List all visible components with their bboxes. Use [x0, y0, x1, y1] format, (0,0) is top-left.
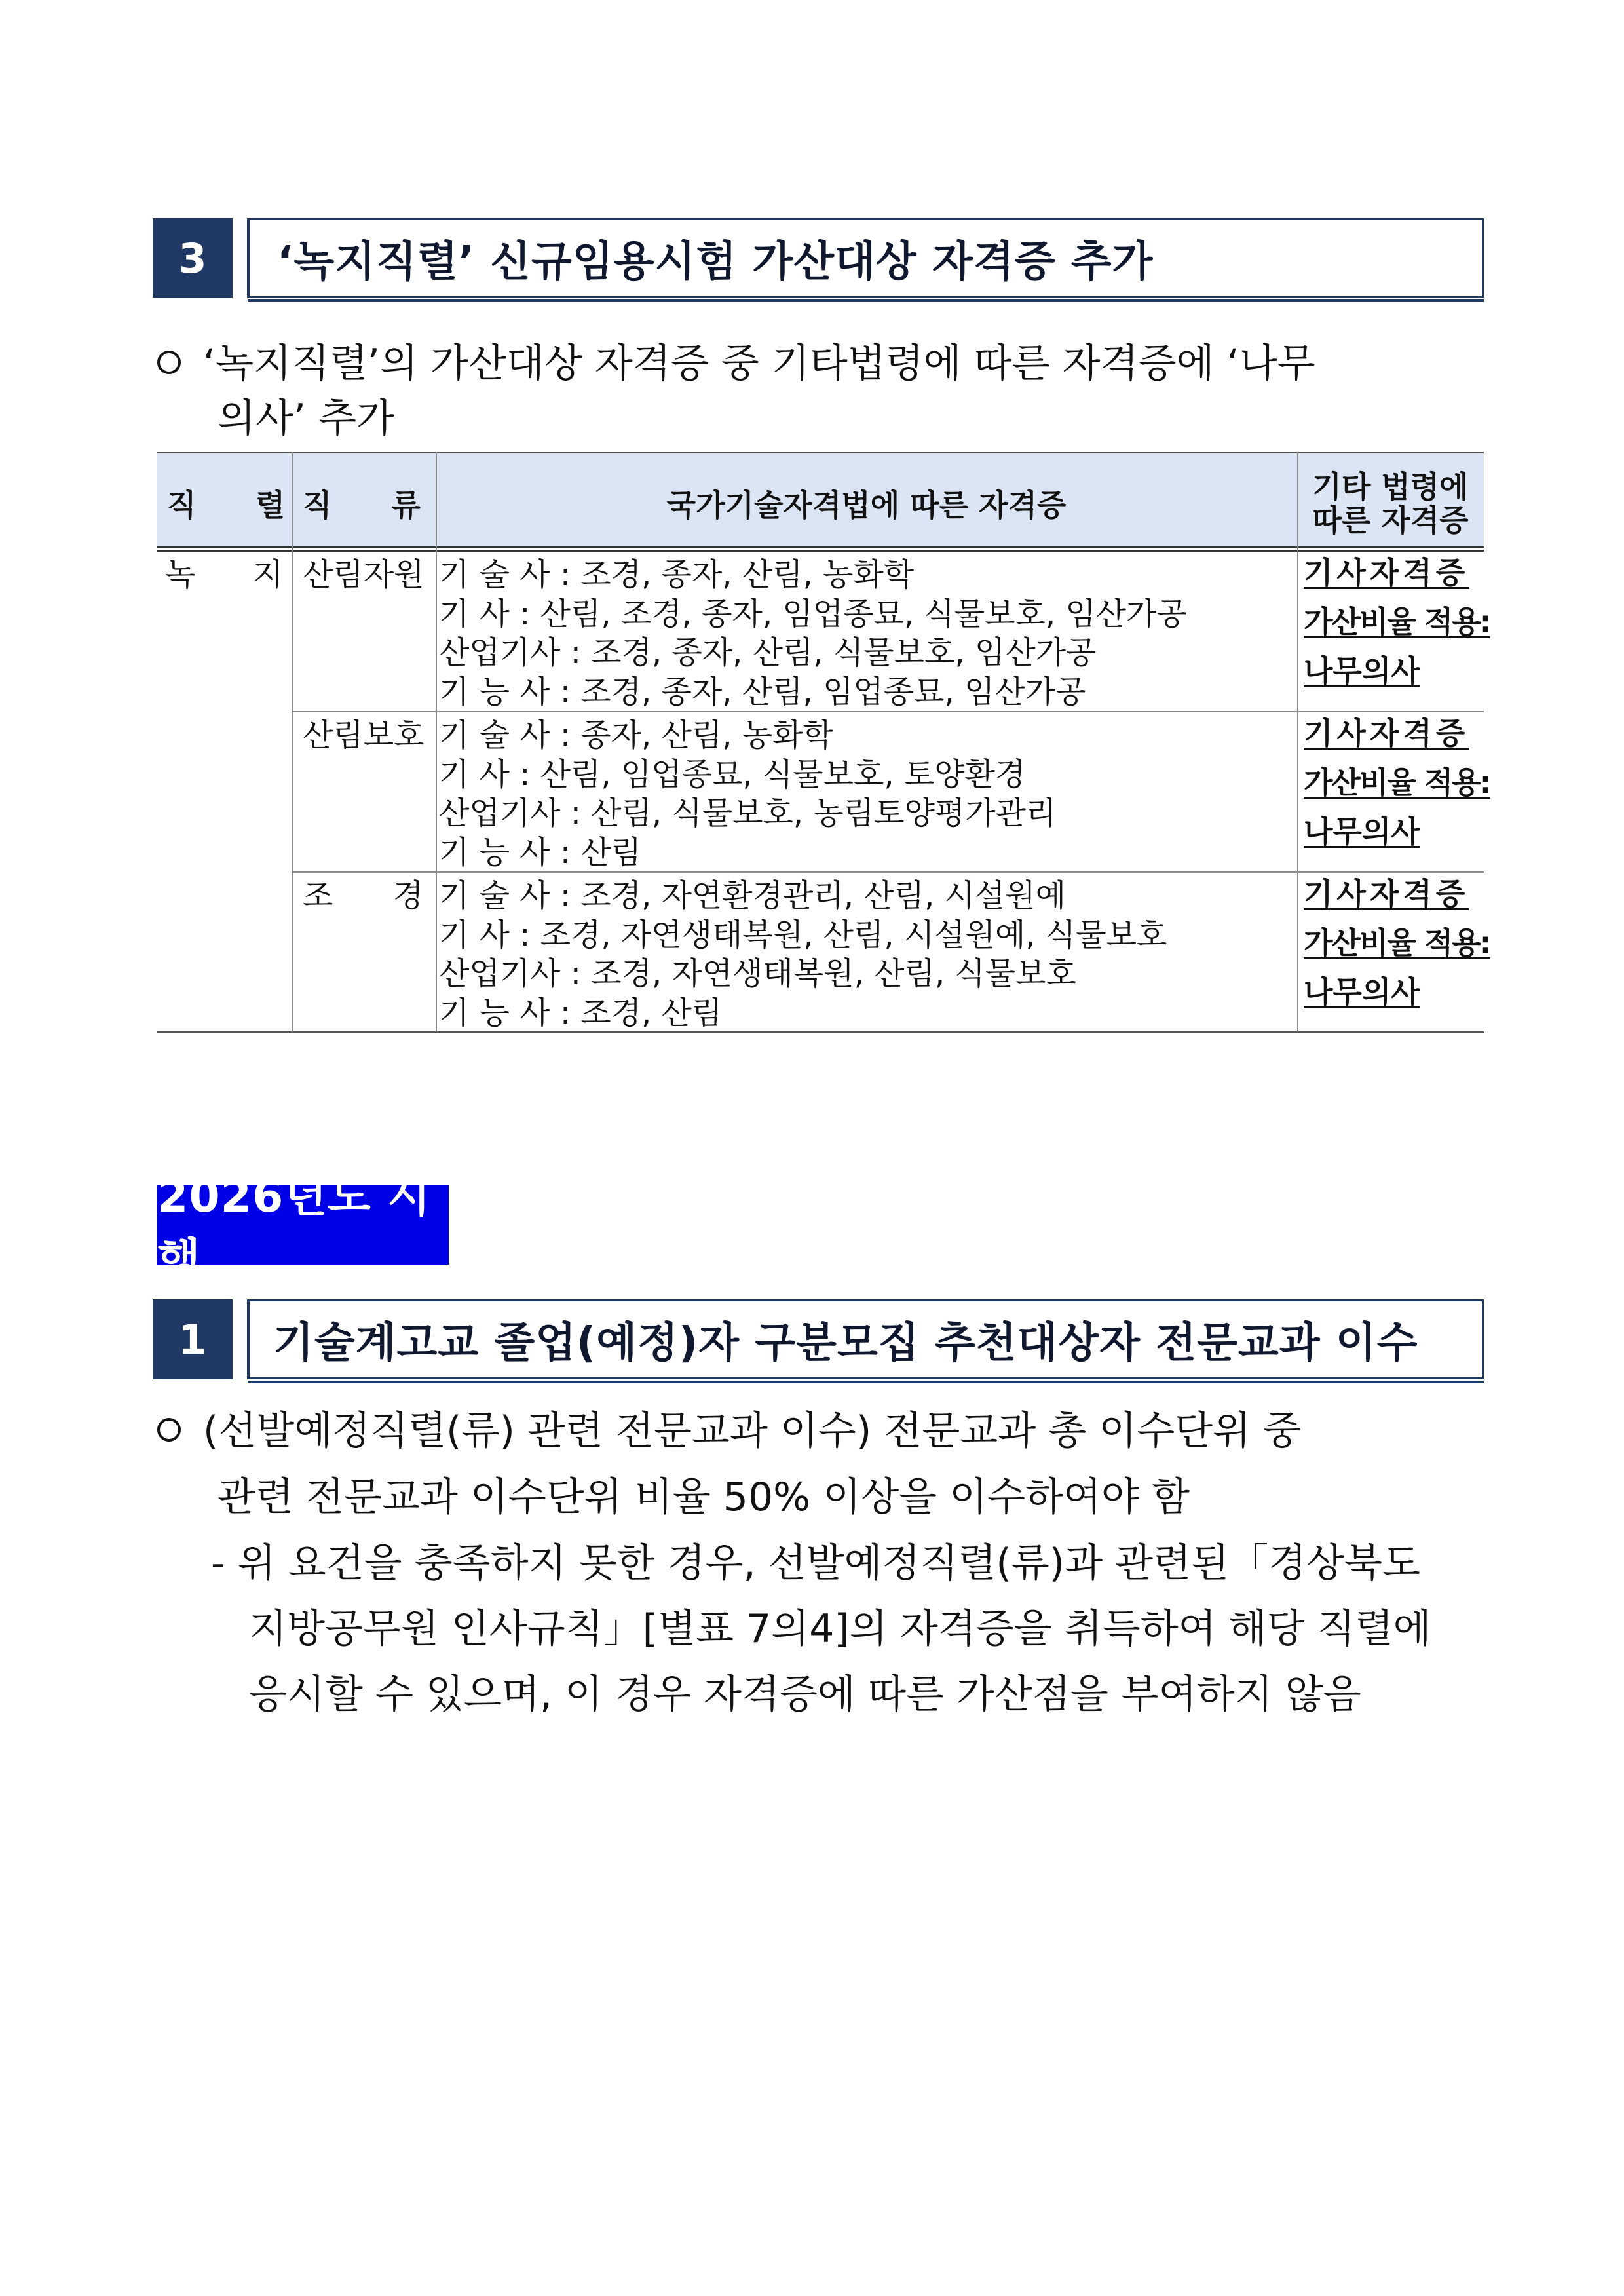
header-other-cert-1: 기타 법령에: [1312, 469, 1469, 505]
cert-row: 기 능 사 : 조경, 종자, 산림, 임업종묘, 임산가공: [439, 674, 1086, 710]
cert-row: 기 능 사 : 조경, 산림: [439, 995, 723, 1031]
circle-bullet-icon: [157, 1418, 181, 1442]
header-other-cert-2: 따른 자격증: [1312, 503, 1469, 538]
jikryeol-cell: 녹 지: [165, 556, 283, 593]
cert-row: 기 사 : 산림, 조경, 종자, 임업종묘, 식물보호, 임산가공: [439, 596, 1187, 632]
bullet-text-line2: 관련 전문교과 이수단위 비율 50% 이상을 이수하여야 함: [217, 1474, 1190, 1520]
dash-text-line2: 지방공무원 인사규칙」[별표 7의4]의 자격증을 취득하여 해당 직렬에: [249, 1606, 1431, 1652]
other-cert-text: 나무의사: [1304, 814, 1420, 849]
dash-text-line3: 응시할 수 있으며, 이 경우 자격증에 따른 가산점을 부여하지 않음: [249, 1672, 1361, 1717]
other-cert-text: 기사자격증: [1304, 555, 1469, 590]
jikryu-cell: 산림보호: [303, 717, 425, 754]
section-title: ‘녹지직렬’ 신규임용시험 가산대상 자격증 추가: [247, 218, 1484, 298]
circle-bullet-icon: [157, 351, 181, 374]
jikryu-cell: 산림자원: [303, 556, 425, 593]
year-badge: 2026년도 시행: [157, 1185, 449, 1265]
header-national-cert: 국가기술자격법에 따른 자격증: [666, 488, 1067, 523]
section-number: 3: [153, 218, 233, 298]
other-cert-text: 기사자격증: [1304, 876, 1469, 911]
other-cert-text: 가산비율 적용:: [1304, 925, 1491, 961]
other-cert-text: 기사자격증: [1304, 716, 1469, 751]
cert-row: 기 술 사 : 조경, 종자, 산림, 농화학: [439, 556, 915, 593]
cert-row: 기 술 사 : 조경, 자연환경관리, 산림, 시설원예: [439, 877, 1067, 914]
cert-row: 산업기사 : 산림, 식물보호, 농림토양평가관리: [439, 795, 1057, 832]
bullet-paragraph: [157, 335, 1494, 392]
cert-row: 산업기사 : 조경, 종자, 산림, 식물보호, 임산가공: [439, 634, 1097, 671]
cert-row: 기 능 사 : 산림: [439, 834, 642, 871]
section-number: 1: [153, 1299, 233, 1379]
other-cert-text: 나무의사: [1304, 653, 1420, 689]
other-cert-text: 나무의사: [1304, 974, 1420, 1010]
bullet-text-line1: (선발예정직렬(류) 관련 전문교과 이수) 전문교과 총 이수단위 중: [203, 1408, 1302, 1454]
jikryu-cell: 조 경: [303, 877, 424, 914]
cert-row: 기 사 : 산림, 임업종묘, 식물보호, 토양환경: [439, 756, 1026, 793]
cert-row: 산업기사 : 조경, 자연생태복원, 산림, 식물보호: [439, 955, 1076, 992]
other-cert-text: 가산비율 적용:: [1304, 604, 1491, 640]
header-jikryu: 직 류: [303, 488, 421, 523]
bullet-text-line2: 의사’ 추가: [217, 396, 394, 442]
bullet-paragraph: [157, 1398, 1301, 1464]
bullet-text-line1: ‘녹지직렬’의 가산대상 자격증 중 기타법령에 따른 자격증에 ‘나무: [203, 341, 1315, 387]
section-title: 기술계고교 졸업(예정)자 구분모집 추천대상자 전문교과 이수: [247, 1299, 1484, 1379]
cert-row: 기 술 사 : 종자, 산림, 농화학: [439, 717, 833, 754]
cert-row: 기 사 : 조경, 자연생태복원, 산림, 시설원예, 식물보호: [439, 917, 1167, 953]
dash-text-line1: - 위 요건을 충족하지 못한 경우, 선발예정직렬(류)과 관련된「경상북도: [211, 1540, 1420, 1586]
header-jikryeol: 직 렬: [167, 488, 285, 523]
other-cert-text: 가산비율 적용:: [1304, 765, 1491, 800]
